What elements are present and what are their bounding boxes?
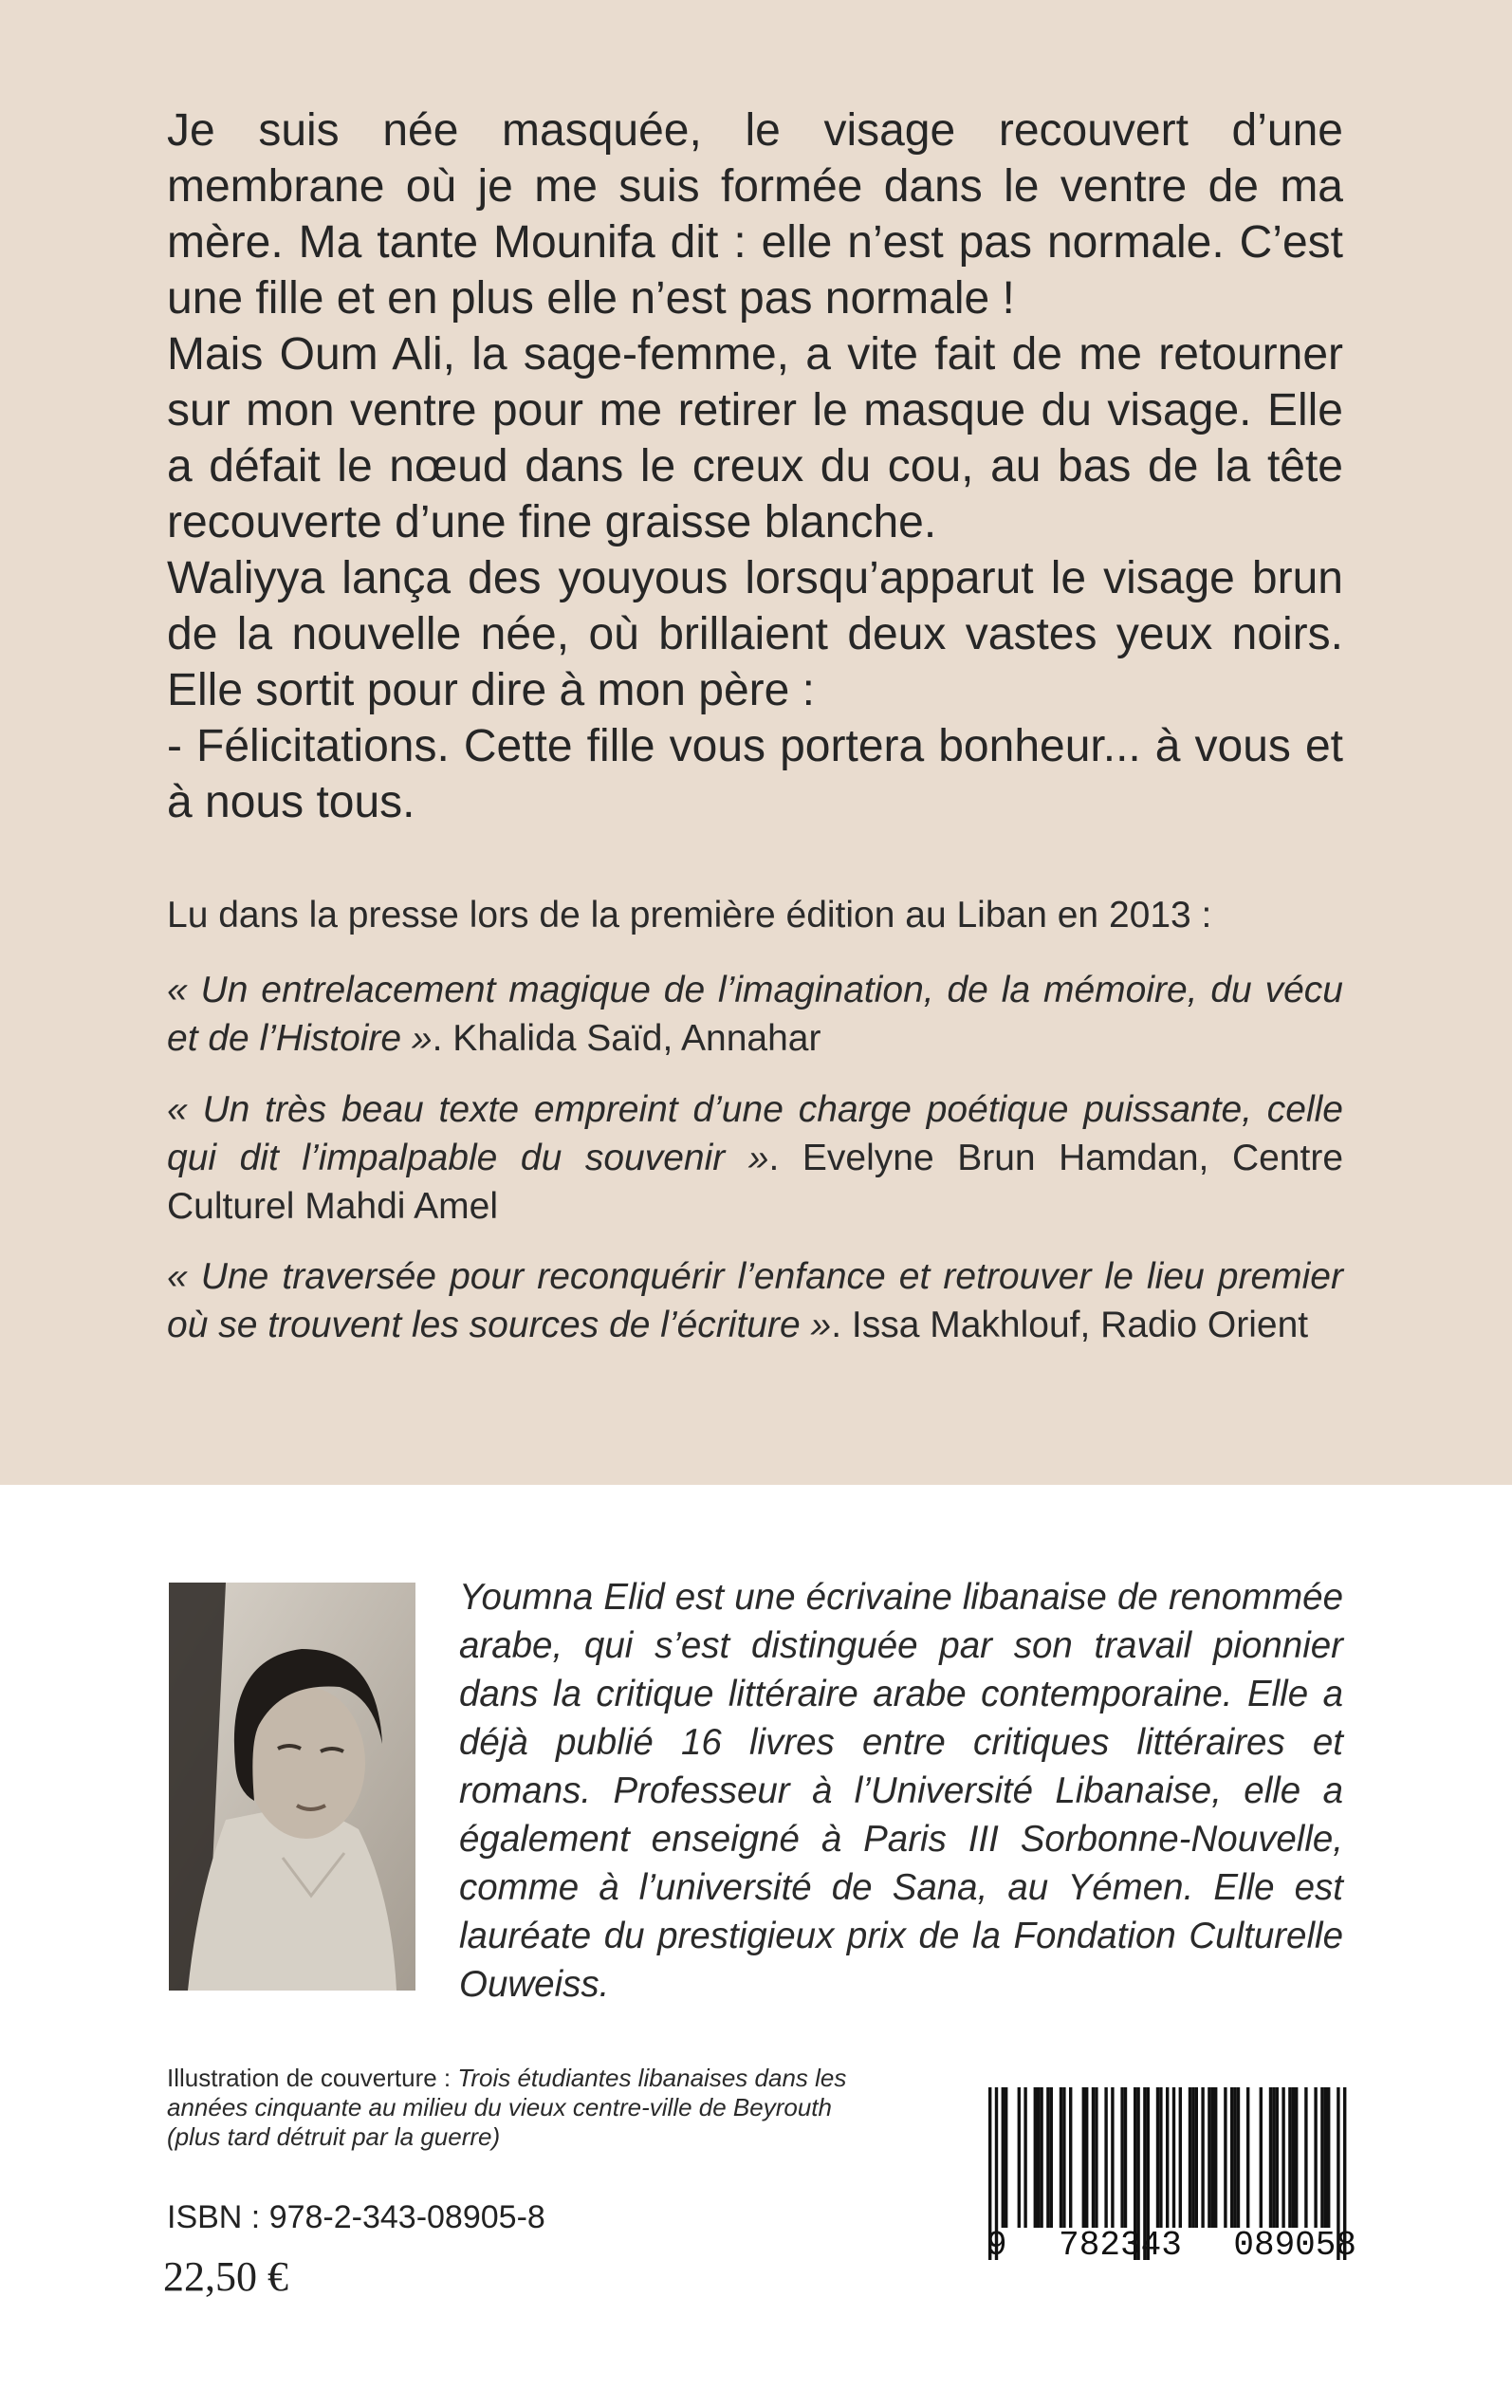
barcode-digits bbox=[986, 2226, 1356, 2265]
barcode-bar bbox=[1037, 2087, 1040, 2228]
credit-label: Illustration de couverture : bbox=[167, 2064, 458, 2092]
barcode-bar bbox=[1189, 2087, 1191, 2228]
quote-source: . Evelyne Brun Hamdan, Centre Culturel Mahdi Amel bbox=[167, 1138, 1344, 1227]
barcode-bar bbox=[1046, 2087, 1049, 2228]
barcode-bar bbox=[1246, 2087, 1249, 2228]
barcode-bar bbox=[1120, 2087, 1123, 2228]
quote-source: . Khalida Saïd, Annahar bbox=[432, 1018, 821, 1059]
barcode-bar bbox=[1324, 2087, 1327, 2228]
barcode-digit-group: 9 bbox=[986, 2226, 1007, 2265]
barcode-bar bbox=[1124, 2087, 1127, 2228]
barcode-digit-group: 089058 bbox=[1233, 2226, 1356, 2265]
barcode-bar bbox=[1224, 2087, 1226, 2228]
barcode-bar bbox=[1195, 2087, 1198, 2228]
barcode-bar bbox=[1191, 2087, 1194, 2228]
barcode-bar bbox=[1085, 2087, 1088, 2228]
barcode-bar bbox=[1208, 2087, 1210, 2228]
barcode-bar bbox=[1095, 2087, 1097, 2228]
barcode-bar bbox=[1282, 2087, 1284, 2228]
barcode-bar bbox=[1111, 2087, 1114, 2228]
barcode-bar bbox=[1023, 2087, 1026, 2228]
quote-text: « Un entrelacement magique de l’imagination, de la mémoire, du vécu et de l’Histoire » bbox=[167, 970, 1343, 1059]
author-photo bbox=[169, 1583, 415, 1991]
cover-illustration-credit bbox=[167, 2064, 888, 2152]
barcode-bar bbox=[1082, 2087, 1085, 2228]
barcode-bar bbox=[1320, 2087, 1323, 2228]
barcode-bar bbox=[1304, 2087, 1307, 2228]
barcode-bar bbox=[1156, 2087, 1159, 2228]
barcode-bar bbox=[1272, 2087, 1275, 2228]
excerpt-paragraph: Mais Oum Ali, la sage-femme, a vite fait de me retourner sur mon ventre pour me retirer le masque du visage. Elle a défait le nœud dans le creux du cou, au bas de la tête recouverte d’une fine graisse blanche. bbox=[167, 329, 1343, 547]
press-quote bbox=[167, 1252, 1343, 1349]
barcode-bar bbox=[1050, 2087, 1053, 2228]
barcode-bar bbox=[1276, 2087, 1279, 2228]
barcode-bar bbox=[1060, 2087, 1062, 2228]
barcode-bar bbox=[1230, 2087, 1233, 2228]
barcode-bar bbox=[1166, 2087, 1169, 2228]
author-portrait-illustration bbox=[169, 1583, 415, 1991]
barcode-bar bbox=[1018, 2087, 1021, 2228]
barcode-bar bbox=[1172, 2087, 1175, 2228]
barcode-bar bbox=[1159, 2087, 1162, 2228]
price: 22,50 € bbox=[163, 2253, 288, 2300]
barcode-bar bbox=[1005, 2087, 1007, 2228]
press-quote bbox=[167, 966, 1343, 1063]
barcode-bar bbox=[1288, 2087, 1291, 2228]
barcode-bar bbox=[1201, 2087, 1204, 2228]
barcode-bar bbox=[1314, 2087, 1317, 2228]
press-quote bbox=[167, 1085, 1343, 1231]
barcode-bar bbox=[1327, 2087, 1330, 2228]
barcode-bar bbox=[1104, 2087, 1107, 2228]
barcode-bar bbox=[1062, 2087, 1065, 2228]
barcode-bar bbox=[1269, 2087, 1272, 2228]
barcode-bar bbox=[1233, 2087, 1236, 2228]
barcode-bar bbox=[1260, 2087, 1263, 2228]
barcode-bar bbox=[1179, 2087, 1182, 2228]
quote-source: . Issa Makhlouf, Radio Orient bbox=[831, 1305, 1309, 1345]
barcode-bar bbox=[1092, 2087, 1095, 2228]
barcode-bar bbox=[1002, 2087, 1005, 2228]
credit-text: Trois étudiantes libanaises dans les années cinquante au milieu du vieux centre-ville de Beyrouth (plus tard détruit par la guerre) bbox=[167, 2064, 847, 2151]
excerpt-paragraph: Waliyya lança des youyous lorsqu’apparut le visage brun de la nouvelle née, où brillaient deux vastes yeux noirs. Elle sortit pour dire à mon père : bbox=[167, 553, 1343, 715]
barcode-bar bbox=[1211, 2087, 1214, 2228]
excerpt-paragraph: Je suis née masquée, le visage recouvert d’une membrane où je me suis formée dans le ventre de ma mère. Ma tante Mounifa dit : elle n’est pas normale. C’est une fille et en plus elle n’est pas normale ! bbox=[167, 105, 1343, 324]
novel-excerpt bbox=[167, 102, 1343, 830]
excerpt-paragraph: - Félicitations. Cette fille vous portera bonheur... à vous et à nous tous. bbox=[167, 721, 1343, 827]
barcode-bar bbox=[1040, 2087, 1042, 2228]
barcode-bar bbox=[1069, 2087, 1072, 2228]
press-intro: Lu dans la presse lors de la première édition au Liban en 2013 : bbox=[167, 895, 1212, 935]
quote-text: « Un très beau texte empreint d’une charge poétique puissante, celle qui dit l’impalpable du souvenir » bbox=[167, 1089, 1343, 1178]
barcode-bar bbox=[1034, 2087, 1037, 2228]
barcode-bar bbox=[1237, 2087, 1240, 2228]
barcode-digit-group: 782343 bbox=[1059, 2226, 1182, 2265]
barcode-bar bbox=[1295, 2087, 1298, 2228]
isbn: ISBN : 978-2-343-08905-8 bbox=[167, 2199, 545, 2235]
author-bio: Youmna Elid est une écrivaine libanaise de renommée arabe, qui s’est distinguée par son travail pionnier dans la critique littéraire arabe contemporaine. Elle a déjà publié 16 livres entre critiques littéraires et romans. Professeur à l’Université Libanaise, elle a également enseigné à Paris III Sorbonne-Nouvelle, comme à l’université de Sana, au Yémen. Elle est lauréate du prestigieux prix de la Fondation Culturelle Ouweiss. bbox=[459, 1577, 1343, 2005]
barcode-bar bbox=[1214, 2087, 1217, 2228]
quote-text: « Une traversée pour reconquérir l’enfance et retrouver le lieu premier où se trouvent les sources de l’écriture » bbox=[167, 1256, 1343, 1345]
barcode-bar bbox=[1292, 2087, 1295, 2228]
